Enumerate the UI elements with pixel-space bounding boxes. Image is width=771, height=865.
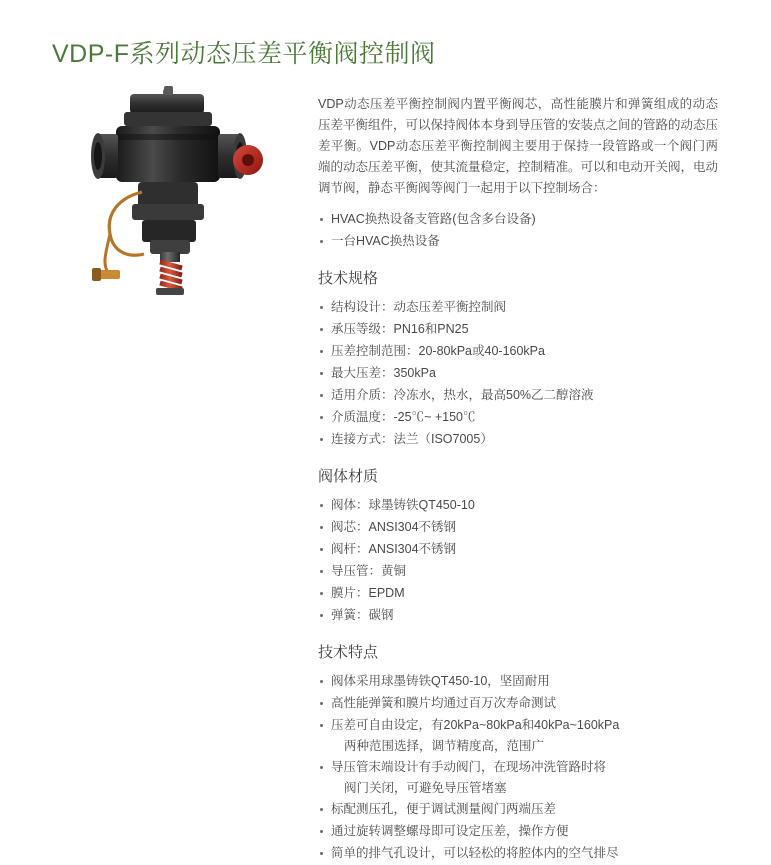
materials-list xyxy=(318,495,718,626)
section-heading-specifications: 技术规格 xyxy=(318,270,379,287)
list-item-text: 简单的排气孔设计，可以轻松的将腔体内的空气排尽 xyxy=(331,846,619,860)
list-item: 阀芯：ANSI304不锈钢 xyxy=(318,517,718,538)
intro-paragraph: VDP动态压差平衡控制阀内置平衡阀芯，高性能膜片和弹簧组成的动态压差平衡组件，可以保持阀体本身到导压管的安装点之间的管路的动态压差平衡。VDP动态压差平衡控制阀主要用于保持一段管路或一个阀门两端的动态压差平衡，使其流量稳定，控制精准。可以和电动开关阀，电动调节阀，静态平衡阀等阀门一起用于以下控制场合： xyxy=(318,97,719,195)
list-item-text: 通过旋转调整螺母即可设定压差，操作方便 xyxy=(331,824,569,838)
list-item: 连接方式：法兰（ISO7005） xyxy=(318,429,718,450)
list-item: HVAC换热设备支管路(包含多台设备) xyxy=(318,209,718,230)
list-item-text: 压差可自由设定，有20kPa~80kPa和40kPa~160kPa xyxy=(331,718,620,732)
list-item xyxy=(318,799,718,820)
list-item-text: 高性能弹簧和膜片均通过百万次寿命测试 xyxy=(331,696,557,710)
list-item-subtext: 阀门关闭，可避免导压管堵塞 xyxy=(344,781,507,795)
list-item-subtext: 两种范围选择，调节精度高，范围广 xyxy=(344,739,545,753)
list-item: 阀杆：ANSI304不锈钢 xyxy=(318,539,718,560)
specifications-list xyxy=(318,297,718,450)
list-item xyxy=(318,843,718,864)
list-item-text: 阀体采用球墨铸铁QT450-10，坚固耐用 xyxy=(331,674,550,688)
list-item-text: 标配测压孔，便于调试测量阀门两端压差 xyxy=(331,802,557,816)
list-item-text: 导压管末端设计有手动阀门，在现场冲洗管路时将 xyxy=(331,760,607,774)
list-item: 阀体：球墨铸铁QT450-10 xyxy=(318,495,718,516)
list-item xyxy=(318,715,718,756)
list-item: 最大压差：350kPa xyxy=(318,363,718,384)
list-item: 承压等级：PN16和PN25 xyxy=(318,319,718,340)
list-item xyxy=(318,821,718,842)
product-image xyxy=(72,82,287,297)
list-item: 介质温度：-25℃~ +150℃ xyxy=(318,407,718,428)
section-heading-features: 技术特点 xyxy=(318,644,379,661)
list-item xyxy=(318,757,718,798)
list-item: 结构设计：动态压差平衡控制阀 xyxy=(318,297,718,318)
list-item: 一台HVAC换热设备 xyxy=(318,231,718,252)
list-item: 膜片：EPDM xyxy=(318,583,718,604)
section-heading-materials: 阀体材质 xyxy=(318,468,379,485)
list-item xyxy=(318,693,718,714)
intro-bullet-list xyxy=(318,209,718,252)
specs-column xyxy=(318,94,718,865)
list-item: 压差控制范围：20-80kPa或40-160kPa xyxy=(318,341,718,362)
list-item xyxy=(318,671,718,692)
list-item: 适用介质：冷冻水，热水，最高50%乙二醇溶液 xyxy=(318,385,718,406)
valve-illustration-icon xyxy=(72,82,287,297)
list-item: 导压管：黄铜 xyxy=(318,561,718,582)
features-list xyxy=(318,671,718,864)
list-item: 弹簧：碳钢 xyxy=(318,605,718,626)
page-title: VDP-F系列动态压差平衡阀控制阀 xyxy=(52,39,436,68)
